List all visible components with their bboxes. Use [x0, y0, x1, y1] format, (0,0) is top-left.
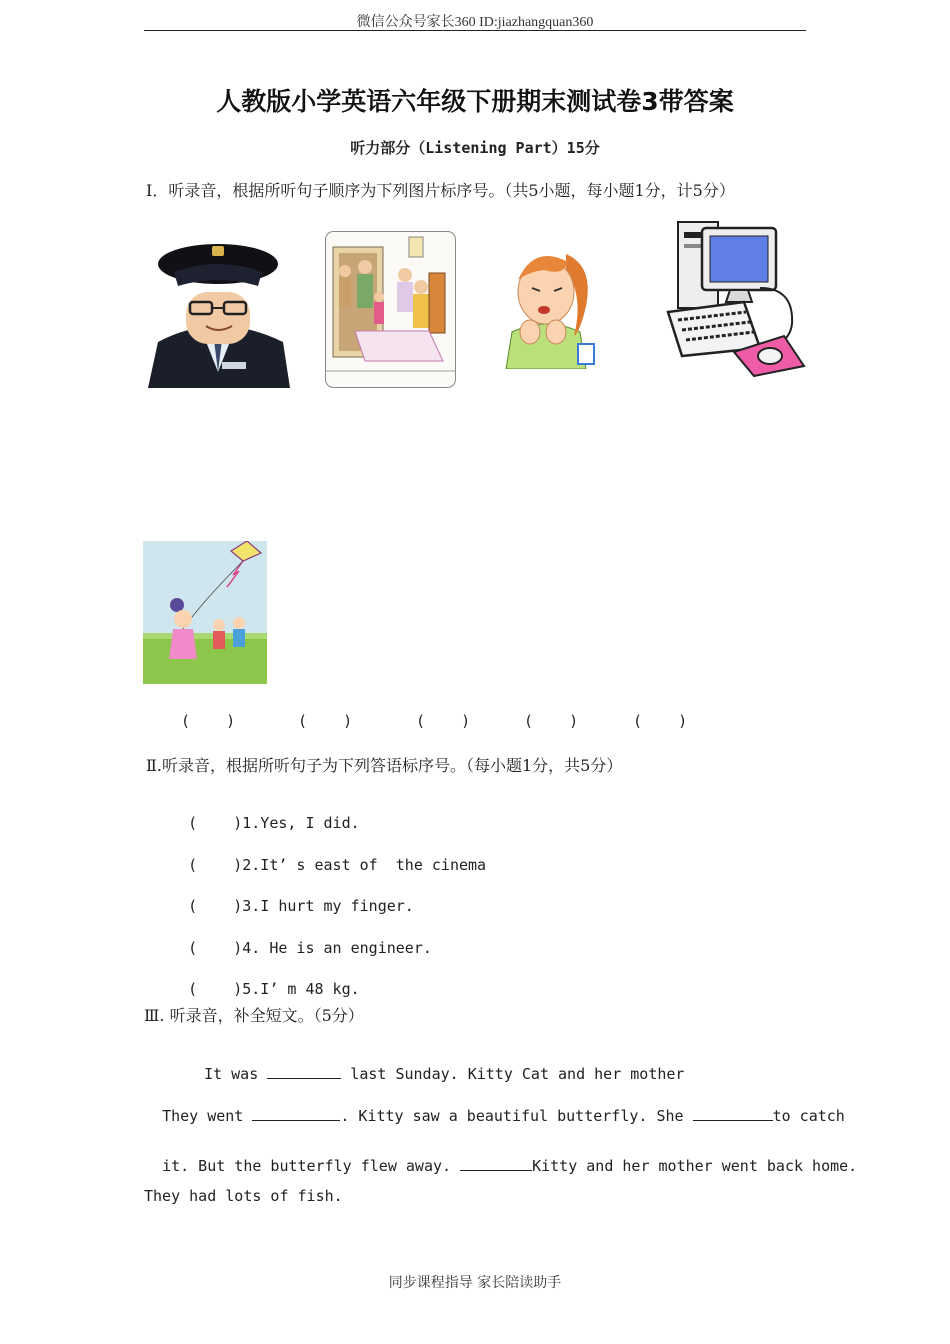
answer-bracket[interactable]: ( ): [188, 980, 243, 998]
answer-bracket[interactable]: ( ): [633, 712, 688, 730]
list-item: [170, 962, 360, 998]
fill-blank[interactable]: [693, 1106, 773, 1121]
answer-bracket[interactable]: ( ): [188, 814, 243, 832]
section3-heading: Ⅲ. 听录音，补全短文。（5分）: [144, 1006, 364, 1025]
answer-bracket[interactable]: ( ): [416, 712, 471, 730]
policeman-picture: [148, 222, 290, 388]
page-title: 人教版小学英语六年级下册期末测试卷3带答案: [216, 87, 734, 116]
answer-bracket[interactable]: ( ): [188, 897, 243, 915]
section-subtitle: 听力部分（Listening Part）15分: [350, 139, 600, 157]
fill-blank[interactable]: [267, 1064, 341, 1079]
fill-blank[interactable]: [252, 1106, 340, 1121]
page-header: 微信公众号家长360 ID:jiazhangquan360: [356, 15, 594, 30]
kite-flying-picture: [143, 541, 267, 684]
answer-text: 3.I hurt my finger.: [242, 897, 414, 915]
answer-text: 4. He is an engineer.: [242, 939, 432, 957]
passage-line: They had lots of fish.: [144, 1187, 343, 1205]
answer-bracket[interactable]: ( ): [181, 712, 236, 730]
header-divider: [144, 30, 806, 31]
fill-blank[interactable]: [460, 1156, 532, 1171]
passage-line: it. But the butterfly flew away. Kitty and her mother went back home.: [162, 1157, 858, 1175]
list-item: [170, 796, 360, 832]
answer-text: 5.I’ m 48 kg.: [242, 980, 360, 998]
coughing-girl-picture: [494, 236, 602, 369]
passage-line: They went . Kitty saw a beautiful butterfly. She to catch: [162, 1107, 845, 1125]
list-item: [170, 879, 414, 915]
page-footer: 同步课程指导 家长陪读助手: [388, 1275, 562, 1291]
computer-picture: [664, 216, 806, 378]
passage-line: It was last Sunday. Kitty Cat and her mother: [204, 1065, 685, 1083]
section1-heading: Ⅰ．听录音，根据所听句子顺序为下列图片标序号。（共5小题，每小题1分，计5分）: [146, 181, 735, 200]
answer-bracket[interactable]: ( ): [188, 939, 243, 957]
answer-text: 2.It’ s east of the cinema: [242, 856, 487, 874]
list-item: [170, 838, 486, 874]
family-visit-picture: [325, 231, 456, 388]
answer-bracket[interactable]: ( ): [298, 712, 353, 730]
section2-heading: Ⅱ.听录音，根据所听句子为下列答语标序号。（每小题1分，共5分）: [146, 756, 623, 775]
answer-text: 1.Yes, I did.: [242, 814, 360, 832]
answer-bracket[interactable]: ( ): [524, 712, 579, 730]
answer-bracket[interactable]: ( ): [188, 856, 243, 874]
list-item: [170, 921, 432, 957]
